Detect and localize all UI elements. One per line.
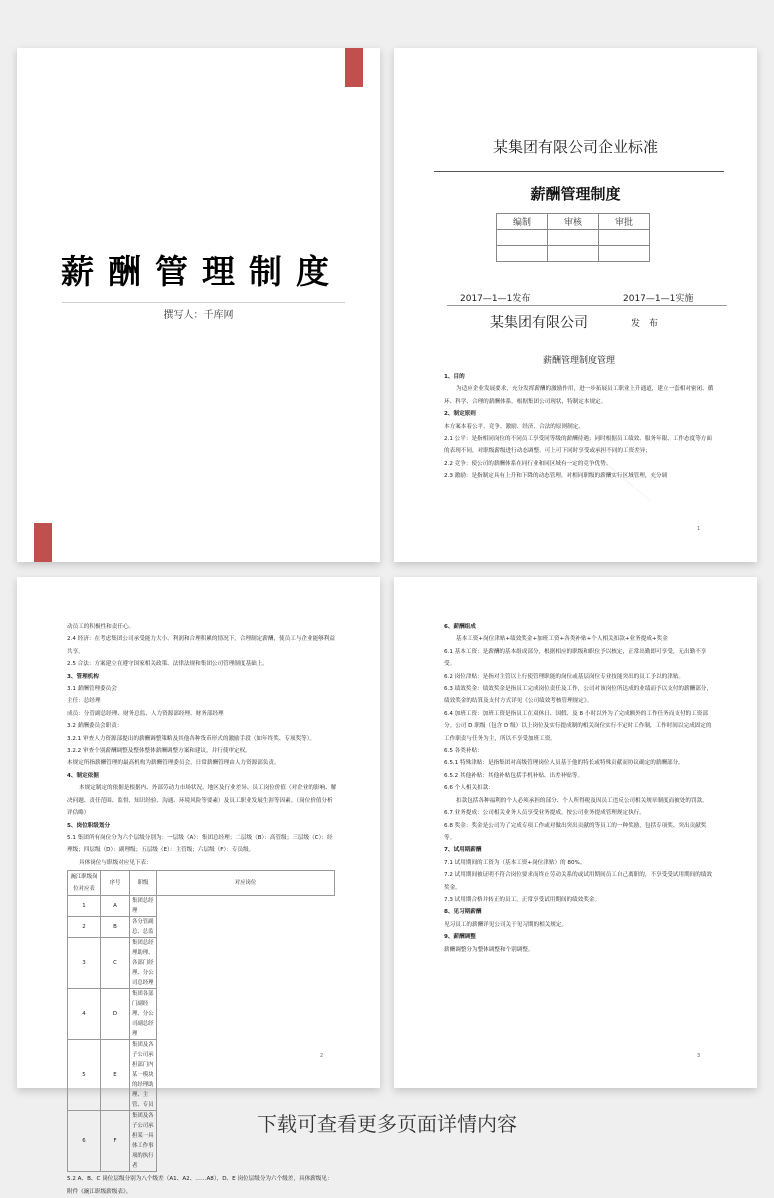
approval-header-review: 审核 bbox=[548, 214, 599, 230]
paragraph: 2.3 激励：是指制定具有上升和下降的动态管理，对相同职级的薪酬实行区域管理，充分调 bbox=[444, 473, 668, 480]
grade-table-row bbox=[68, 896, 335, 917]
paragraph: 动员工的积极性和责任心。 bbox=[67, 624, 135, 630]
approval-cell bbox=[548, 230, 599, 246]
grade-level: A bbox=[101, 896, 130, 917]
paragraph: 扣款包括各种福利的个人必须承担的部分、个人所得税及因员工违反公司相关规章制度而被处的罚款。 bbox=[456, 797, 708, 804]
paragraph: 3.2.1 审查人力资源部提出的薪酬调整策略及其他各种货币形式的激励手段（如年终奖、专项奖等）。 bbox=[67, 735, 316, 742]
section-heading: 8、见习期薪酬 bbox=[444, 909, 482, 916]
download-more-prompt[interactable]: 下载可查看更多页面详情内容 bbox=[257, 1112, 517, 1136]
page-number: 2 bbox=[320, 1053, 324, 1059]
grade-level: C bbox=[101, 938, 130, 989]
grade-table-side-label: 豌江职级岗位对应表 bbox=[68, 871, 101, 896]
paragraph: 成员：分管副总经理、财务总监、人力资源部经理、财务部经理 bbox=[67, 710, 224, 717]
grade-table-header: 职级 bbox=[130, 871, 157, 896]
cover-author: 撰写人：千库网 bbox=[163, 310, 234, 321]
body-text bbox=[444, 371, 714, 483]
approval-cell bbox=[497, 246, 548, 262]
grade-seq: 6 bbox=[68, 1111, 101, 1172]
content-page-3 bbox=[394, 577, 757, 1088]
section-heading: 5、岗位职级划分 bbox=[67, 822, 111, 829]
paragraph: 2.1 公平：是指相同岗位的不同员工享受同等级的薪酬待遇；同时根据员工绩效、服务年限、工作态度等方面的表现不同，对职级薪级进行动态调整，可上可下同时享受或承担不同的工资差异； bbox=[444, 436, 712, 455]
page-number: 3 bbox=[697, 1053, 701, 1059]
document-title: 薪酬管理制度 bbox=[530, 185, 621, 203]
grade-table-row bbox=[68, 917, 335, 938]
paragraph: 3.2.2 审查个别薪酬调整及整体整体薪酬调整方案和建议，并行使审定权。 bbox=[67, 748, 251, 755]
approval-cell bbox=[599, 230, 650, 246]
grade-table-row bbox=[68, 938, 335, 989]
grade-table-header: 序号 bbox=[101, 871, 130, 896]
paragraph: 2.4 经济：在考虑集团公司承受能力大小、利润和合理积累的情况下，合理制定薪酬，使员工与企业能够利益共享。 bbox=[67, 636, 335, 655]
grade-position: 集团总经理 bbox=[130, 896, 157, 917]
paragraph: 5.1 集团所有岗位分为六个层级分别为：一层级（A）：集团总经理；二层级（B）：高管级；三层级（C）：经理级；四层级（D）：副理级；五层级（E）：主管级；六层级（F）：专员级。 bbox=[67, 834, 333, 854]
section-title: 薪酬管理制度管理 bbox=[542, 356, 615, 366]
paragraph: 3.2 薪酬委员会职责： bbox=[67, 723, 123, 730]
paragraph: 6.5.2 其他补贴：其他补贴包括手机补贴、出差补贴等。 bbox=[444, 772, 584, 779]
header-divider bbox=[434, 171, 724, 172]
grade-seq: 3 bbox=[68, 938, 101, 989]
body-text bbox=[67, 621, 337, 869]
paragraph: 7.1 试用期间的工资为（基本工资+岗位津贴）的 80%。 bbox=[444, 859, 586, 866]
section-heading: 1、目的 bbox=[444, 374, 465, 380]
paragraph: 6.6 个人相关扣款： bbox=[444, 785, 494, 792]
date-divider bbox=[447, 305, 727, 306]
standard-page bbox=[394, 48, 757, 562]
approval-cell bbox=[497, 230, 548, 246]
page-body bbox=[444, 352, 714, 483]
paragraph: 见习员工的薪酬详见公司关于见习期的相关规定。 bbox=[444, 921, 568, 928]
approval-cell bbox=[599, 246, 650, 262]
publisher: 某集团有限公司 bbox=[490, 315, 588, 331]
paragraph: 基本工资+岗位津贴+绩效奖金+加班工资+各类补贴+个人相关扣款+业务提成+奖金 bbox=[456, 636, 668, 643]
cover-divider bbox=[62, 302, 345, 303]
cover-title: 薪酬管理制度 bbox=[61, 252, 343, 291]
section-heading: 6、薪酬组成 bbox=[444, 624, 476, 630]
approval-header-approve: 审批 bbox=[599, 214, 650, 230]
paragraph: 6.5 各类补贴： bbox=[444, 748, 483, 755]
section-heading: 9、薪酬调整 bbox=[444, 934, 476, 941]
grade-position: 集团及各子公司承担部门内某一模块的经理助理、主管、专员 bbox=[130, 1040, 157, 1111]
paragraph: 6.4 加班工资：加班工资是指员工在双休日、国假、及 8 小时以外为了完成额外的工作任务而支付的工资部分。公司 D 职级（包含 D 级）以上岗位及实行提成制的相关岗位实行不定时工作制，工作时间以完成固定的工作职责与任务为主，所以不享受加班工资。 bbox=[444, 710, 712, 742]
page-number: 1 bbox=[697, 526, 701, 532]
grade-level: D bbox=[101, 989, 130, 1040]
grade-seq: 4 bbox=[68, 989, 101, 1040]
body-text bbox=[444, 621, 714, 956]
paragraph: 6.1 基本工资：是薪酬的基本组成部分，根据相应的职级和职位予以核定，正常出勤即可享受，无出勤不享受。 bbox=[444, 648, 707, 668]
grade-seq: 5 bbox=[68, 1040, 101, 1111]
red-accent-bar-bottom bbox=[34, 523, 52, 562]
paragraph: 2.2 竞争：使公司的薪酬体系在同行业和同区域有一定的竞争优势。 bbox=[444, 460, 612, 467]
paragraph: 本方案本着公平、竞争、激励、经济、合法的原则制定。 bbox=[444, 423, 584, 430]
grade-table-row bbox=[68, 989, 335, 1040]
page-body bbox=[444, 621, 714, 956]
paragraph: 3.1 薪酬管理委员会 bbox=[67, 686, 117, 693]
grade-position: 各分管副总、总监 bbox=[130, 917, 157, 938]
paragraph: 6.3 绩效奖金：绩效奖金是指员工完成岗位责任及工作，公司对该岗位所达成的业绩而予以支付的薪酬部分，绩效奖金的结算及支付方式详见《公司绩效考核管理规定》。 bbox=[444, 686, 712, 705]
grade-position: 集团各部门副经理、分公司副总经理 bbox=[130, 989, 157, 1040]
publish-date: 2017—1—1发布 bbox=[460, 294, 531, 304]
grade-table-row bbox=[68, 1040, 335, 1111]
grade-seq: 2 bbox=[68, 917, 101, 938]
grade-level: F bbox=[101, 1111, 130, 1172]
section-heading: 4、制定依据 bbox=[67, 772, 99, 779]
publisher-suffix: 发 布 bbox=[631, 319, 661, 329]
paragraph: 7.2 试用期间被证明不符合岗位要求而终止劳动关系的或试用期间员工自己离职的，不享受受试用期间的绩效奖金。 bbox=[444, 872, 712, 891]
red-accent-bar-top bbox=[345, 48, 363, 87]
approval-cell bbox=[548, 246, 599, 262]
paragraph: 6.5.1 特殊津贴：是指集团对高级管理岗位人员基于他的特长或特殊贡献而协议确定的薪酬部分。 bbox=[444, 760, 684, 767]
grade-seq: 1 bbox=[68, 896, 101, 917]
paragraph: 5.2 A、B、C 岗位层级分别为八个级差（A1、A2、……A8），D、E 岗位层级分为六个级差，具体薪级见：附件《豌江职级薪级表》。 bbox=[67, 1176, 333, 1195]
grade-level: E bbox=[101, 1040, 130, 1111]
paragraph: 主任：总经理 bbox=[67, 698, 101, 705]
paragraph: 薪酬调整分为整体调整和个别调整。 bbox=[444, 946, 534, 953]
body-text bbox=[67, 1173, 337, 1198]
grade-position: 集团总经理助理、各部门经理、分公司总经理 bbox=[130, 938, 157, 989]
cover-page bbox=[17, 48, 380, 562]
paragraph: 具体岗位与职级对应见下表： bbox=[79, 859, 152, 866]
section-heading: 7、试用期薪酬 bbox=[444, 847, 482, 854]
paragraph: 7.3 试用期合格并转正的员工，正常享受试用期间的绩效奖金。 bbox=[444, 896, 601, 903]
paragraph: 6.2 岗位津贴：是指对主管以上行使管理职能的岗位或基层岗位专业技能突出的员工予以的津贴。 bbox=[444, 673, 685, 680]
standard-header: 某集团有限公司企业标准 bbox=[492, 138, 658, 156]
section-heading: 3、管理机构 bbox=[67, 673, 99, 680]
section-heading: 2、制定原则 bbox=[444, 411, 476, 418]
approval-table bbox=[496, 213, 650, 262]
grade-position: 集团及各子公司承担某一具体工作事项的执行者 bbox=[130, 1111, 157, 1172]
paragraph: 2.5 合法：方案建立在遵守国家相关政策、法律法规和集团公司管理制度基础上。 bbox=[67, 661, 268, 668]
effective-date: 2017—1—1实施 bbox=[623, 294, 694, 304]
paragraph: 本规定制定的依据是根据内、外部劳动力市场状况、地区及行业差异、员工岗位价值（对企业的影响、解决问题、责任范围、监督、知识经验、沟通、环境风险等要素）及员工职业发展生涯等因素。（岗位价值分析评估略） bbox=[67, 785, 337, 817]
paragraph: 本规定所指薪酬管理的最高机构为薪酬管理委员会，日常薪酬管理由人力资源部负责。 bbox=[67, 760, 280, 767]
approval-header-compile: 编制 bbox=[497, 214, 548, 230]
paragraph: 6.8 奖金：奖金是公司为了完成专项工作或对做出突出贡献的等员工的一种奖励，包括专项奖、突出贡献奖等。 bbox=[444, 822, 707, 841]
paragraph: 为适应企业发展要求，充分发挥薪酬的激励作用，进一步拓展员工职业上升通道，建立一套相对密闭、循环、科学、合理的薪酬体系，根据集团公司现状，特制定本规定。 bbox=[444, 386, 714, 405]
grade-table-header: 对应岗位 bbox=[157, 871, 335, 896]
content-page-2 bbox=[17, 577, 380, 1195]
grade-level: B bbox=[101, 917, 130, 938]
paragraph: 6.7 业务提成：公司相关业务人员享受业务提成，按公司业务提成管理规定执行。 bbox=[444, 810, 645, 817]
